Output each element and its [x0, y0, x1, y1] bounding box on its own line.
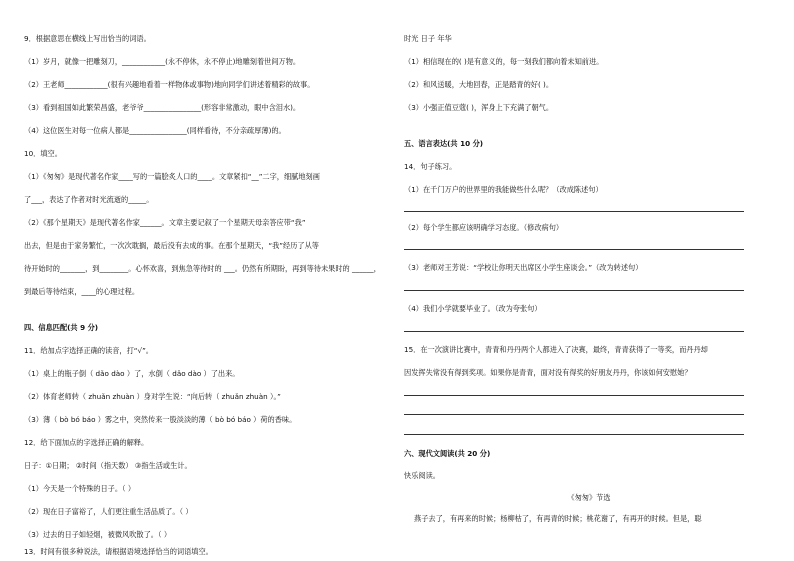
q14-item-4: （4）我们小学就要毕业了。（改为夸张句）: [404, 304, 542, 313]
answer-line: [404, 331, 744, 332]
answer-line: [404, 290, 744, 291]
q9-item-4: （4）这位医生对每一位病人都是________________(同样看待，不分亲疏厚薄)的。: [24, 126, 286, 135]
answer-line: [404, 395, 744, 396]
answer-line: [404, 211, 744, 212]
q12-title: 12．给下面加点的字选择正确的解释。: [24, 438, 149, 447]
q10-item-1-line-2: 了___，表达了作者对时光流逝的_____。: [24, 195, 154, 204]
q10-item-2-line-2: 出去，但是由于家务繁忙，一次次耽搁，最后没有去成的事。在那个星期天，“我”经历了从等: [24, 241, 319, 250]
q11-item-1: （1）桌上的瓶子倒（ dǎo dào ）了，水倒（ dǎo dào ）了出来。: [24, 369, 240, 378]
q10-item-2-line-3: 待开始时的_______，到________。心怀欢喜，到焦急等待时的 ___。仍然有所期盼，再到等待未果时的 ______，: [24, 264, 381, 273]
answer-line: [404, 414, 744, 415]
reading-text-line-1: 燕子去了，有再来的时候；杨柳枯了，有再青的时候；桃花谢了，有再开的时候。但是，聪: [414, 514, 702, 523]
q15-line-1: 15．在一次演讲比赛中，青青和丹丹两个人都进入了决赛，最终，青青获得了一等奖，而丹丹却: [404, 345, 708, 354]
reading-intro: 快乐阅读。: [404, 471, 440, 480]
answer-line: [404, 249, 744, 250]
q12-item-3: （3）过去的日子如轻烟，被微风吹散了。（ ）: [24, 530, 172, 539]
q12-item-2: （2）现在日子富裕了，人们更注重生活品质了。（ ）: [24, 507, 193, 516]
q14-title: 14．句子练习。: [404, 162, 457, 171]
q11-item-3: （3）薄（ bò bó báo ）雾之中，突然传来一股淡淡的薄（ bò bó báo ）荷的香味。: [24, 415, 297, 424]
q11-title: 11．给加点字选择正确的读音，打“√”。: [24, 346, 153, 355]
q13-item-1: （1）相信现在的( )是有意义的，每一刻我们都向着未知前进。: [404, 57, 604, 66]
q10-item-2-line-4: 到最后等待结束，____的心理过程。: [24, 287, 140, 296]
q14-item-2: （2）每个学生都应该明确学习态度。（修改病句）: [404, 223, 564, 232]
q9-title: 9．根据意思在横线上写出恰当的词语。: [24, 34, 151, 43]
q10-title: 10．填空。: [24, 149, 62, 158]
q9-item-2: （2）王老师____________(很有兴趣地看着一样物体或事物)地向同学们讲述着精彩的故事。: [24, 80, 315, 89]
section-5-title: 五、语言表达(共 10 分): [404, 139, 484, 148]
q9-item-3: （3）看到祖国如此繁荣昌盛，老爷爷________________(形容非常激动，眼中含泪水)。: [24, 103, 301, 112]
q9-item-1: （1）岁月，就像一把雕刻刀，____________(永不停休，永不停止)地雕刻着世间万物。: [24, 57, 301, 66]
answer-line: [404, 434, 744, 435]
section-4-title: 四、信息匹配(共 9 分): [24, 323, 99, 332]
q13-word-bank: 时光 日子 年华: [404, 34, 452, 43]
q10-item-2-line-1: （2）《那个星期天》是现代著名作家______。文章主要记叙了一个星期天母亲答应带“我”: [24, 218, 306, 227]
q13-title: 13．时间有很多种说法，请根据语境选择恰当的词语填空。: [24, 547, 213, 556]
q11-item-2: （2）体育老师转（ zhuǎn zhuàn ）身对学生说：“向后转（ zhuǎn zhuàn ）。”: [24, 392, 281, 401]
q14-item-1: （1）在千门万户的世界里的我能做些什么呢？（改成陈述句）: [404, 185, 603, 194]
q12-options: 日子：①日期； ②时间（指天数） ③指生活或生计。: [24, 461, 192, 470]
q13-item-2: （2）和风送暖，大地回春，正是踏青的好( )。: [404, 80, 554, 89]
q13-item-3: （3）小强正值豆蔻( )，浑身上下充满了朝气。: [404, 103, 554, 112]
q12-item-1: （1）今天是一个特殊的日子。（ ）: [24, 484, 136, 493]
q15-line-2: 因发挥失常没有得到奖项。如果你是青青，面对没有得奖的好朋友丹丹，你该如何安慰她？: [404, 368, 692, 377]
reading-title: 《匆匆》节选: [567, 493, 611, 502]
q14-item-3: （3）老师对王芳说：“学校让你明天出席区小学生座谈会。”（改为转述句）: [404, 263, 643, 272]
q10-item-1-line-1: （1）《匆匆》是现代著名作家____写的一篇脍炙人口的____。文章紧扣“__”二字，细腻地刻画: [24, 172, 320, 181]
section-6-title: 六、现代文阅读(共 20 分): [404, 449, 491, 458]
